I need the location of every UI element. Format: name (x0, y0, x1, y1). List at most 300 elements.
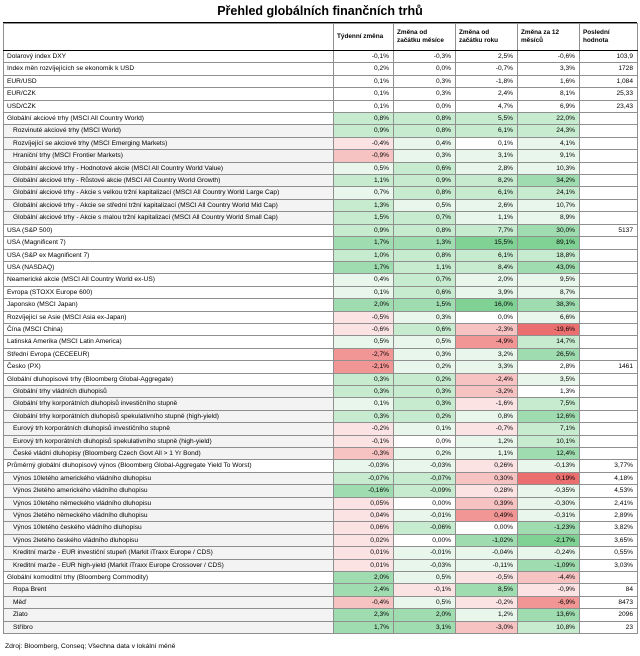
table-row (4, 398, 638, 410)
weekly-change: -0,2% (334, 423, 394, 435)
weekly-change: 0,01% (334, 559, 394, 571)
mtd-change: -0,3% (394, 51, 456, 63)
mtd-change: 2,0% (394, 609, 456, 621)
ytd-change: 8,4% (456, 261, 518, 273)
row-label: Globální akciové trhy - Akcie se střední tržní kapitalizací (MSCI All Country World Mid Cap) (4, 199, 334, 211)
table-row (4, 485, 638, 497)
mtd-change: 0,3% (394, 348, 456, 360)
weekly-change: 1,7% (334, 261, 394, 273)
ytd-change: 0,28% (456, 485, 518, 497)
ytd-change: -0,7% (456, 423, 518, 435)
table-row (4, 410, 638, 422)
change-12m: 7,1% (518, 423, 580, 435)
row-label: Výnos 2letého německého vládního dluhopisu (4, 510, 334, 522)
row-label: USA (Magnificent 7) (4, 237, 334, 249)
weekly-change: 2,0% (334, 299, 394, 311)
table-row (4, 199, 638, 211)
header-mtd: Změna od začátku měsíce (394, 24, 456, 51)
row-label: Neamerické akcie (MSCI All Country World ex-US) (4, 274, 334, 286)
mtd-change: 0,3% (394, 150, 456, 162)
change-12m: -0,6% (518, 51, 580, 63)
ytd-change: 1,2% (456, 435, 518, 447)
ytd-change: 2,6% (456, 199, 518, 211)
ytd-change: 2,5% (456, 51, 518, 63)
last-value (580, 249, 638, 261)
change-12m: -19,6% (518, 323, 580, 335)
row-label: EUR/CZK (4, 88, 334, 100)
row-label: Kreditní marže - EUR investiční stupeň (Markit iTraxx Europe / CDS) (4, 547, 334, 559)
table-row (4, 237, 638, 249)
change-12m: 24,3% (518, 125, 580, 137)
mtd-change: -0,01% (394, 547, 456, 559)
row-label: Japonsko (MSCI Japan) (4, 299, 334, 311)
table-row (4, 175, 638, 187)
table-row (4, 584, 638, 596)
weekly-change: 1,7% (334, 237, 394, 249)
ytd-change: 1,1% (456, 212, 518, 224)
ytd-change: 2,0% (456, 274, 518, 286)
table-row (4, 534, 638, 546)
row-label: Dolarový index DXY (4, 51, 334, 63)
mtd-change: 0,0% (394, 435, 456, 447)
last-value: 1,084 (580, 75, 638, 87)
ytd-change: 0,8% (456, 410, 518, 422)
change-12m: 89,1% (518, 237, 580, 249)
last-value (580, 162, 638, 174)
ytd-change: 2,8% (456, 162, 518, 174)
change-12m: 0,19% (518, 472, 580, 484)
row-label: Průměrný globální dluhopisový výnos (Bloomberg Global-Aggregate Yield To Worst) (4, 460, 334, 472)
mtd-change: 1,1% (394, 261, 456, 273)
row-label: Střední Evropa (CECEEUR) (4, 348, 334, 360)
last-value (580, 113, 638, 125)
last-value (580, 199, 638, 211)
row-label: USA (S&P ex Magnificent 7) (4, 249, 334, 261)
weekly-change: 0,1% (334, 398, 394, 410)
weekly-change: 0,5% (334, 336, 394, 348)
change-12m: 1,3% (518, 385, 580, 397)
last-value: 3,03% (580, 559, 638, 571)
mtd-change: -0,03% (394, 460, 456, 472)
weekly-change: 0,1% (334, 100, 394, 112)
table-header-row (4, 24, 638, 51)
mtd-change: -0,09% (394, 485, 456, 497)
change-12m: 6,6% (518, 311, 580, 323)
mtd-change: 0,2% (394, 448, 456, 460)
change-12m: 30,0% (518, 224, 580, 236)
table-row (4, 472, 638, 484)
ytd-change: 0,49% (456, 510, 518, 522)
change-12m: 24,1% (518, 187, 580, 199)
weekly-change: 0,4% (334, 274, 394, 286)
last-value (580, 212, 638, 224)
mtd-change: 0,6% (394, 162, 456, 174)
table-row (4, 621, 638, 633)
source-note: Zdroj: Bloomberg, Conseq; Všechna data v lokální měně (5, 643, 176, 650)
mtd-change: 0,3% (394, 398, 456, 410)
ytd-change: 16,0% (456, 299, 518, 311)
change-12m: 10,1% (518, 435, 580, 447)
table-row (4, 348, 638, 360)
header-12m: Změna za 12 měsíců (518, 24, 580, 51)
row-label: Rozvíjející se akciové trhy (MSCI Emerging Markets) (4, 137, 334, 149)
row-label: Globální dluhopisové trhy (Bloomberg Global-Aggregate) (4, 373, 334, 385)
weekly-change: 0,3% (334, 385, 394, 397)
weekly-change: -0,9% (334, 150, 394, 162)
weekly-change: 0,2% (334, 63, 394, 75)
last-value (580, 125, 638, 137)
row-label: Globální akciové trhy - Hodnotové akcie (MSCI All Country World Value) (4, 162, 334, 174)
row-label: Výnos 10letého německého vládního dluhopisu (4, 497, 334, 509)
last-value (580, 299, 638, 311)
change-12m: 10,3% (518, 162, 580, 174)
change-12m: 18,8% (518, 249, 580, 261)
weekly-change: 1,7% (334, 621, 394, 633)
ytd-change: 3,2% (456, 348, 518, 360)
ytd-change: -0,11% (456, 559, 518, 571)
weekly-change: 0,01% (334, 547, 394, 559)
weekly-change: 0,3% (334, 410, 394, 422)
table-row (4, 261, 638, 273)
row-label: Výnos 10letého amerického vládního dluhopisu (4, 472, 334, 484)
weekly-change: 1,3% (334, 199, 394, 211)
ytd-change: 7,7% (456, 224, 518, 236)
weekly-change: 0,9% (334, 224, 394, 236)
last-value: 5137 (580, 224, 638, 236)
change-12m: 22,0% (518, 113, 580, 125)
mtd-change: 0,7% (394, 212, 456, 224)
last-value (580, 435, 638, 447)
last-value (580, 150, 638, 162)
last-value: 1461 (580, 361, 638, 373)
ytd-change: 0,0% (456, 311, 518, 323)
mtd-change: 0,9% (394, 175, 456, 187)
row-label: Výnos 2letého amerického vládního dluhopisu (4, 485, 334, 497)
weekly-change: 0,04% (334, 510, 394, 522)
mtd-change: 1,5% (394, 299, 456, 311)
last-value (580, 410, 638, 422)
mtd-change: 1,3% (394, 237, 456, 249)
mtd-change: -0,1% (394, 584, 456, 596)
ytd-change: 6,1% (456, 187, 518, 199)
ytd-change: -1,8% (456, 75, 518, 87)
row-label: Latinská Amerika (MSCI Latin America) (4, 336, 334, 348)
row-label: Globální komoditní trhy (Bloomberg Commodity) (4, 572, 334, 584)
row-label: Rozvinuté akciové trhy (MSCI World) (4, 125, 334, 137)
row-label: Evropa (STOXX Europe 600) (4, 286, 334, 298)
mtd-change: 0,2% (394, 373, 456, 385)
row-label: Stříbro (4, 621, 334, 633)
weekly-change: -0,1% (334, 51, 394, 63)
last-value: 2096 (580, 609, 638, 621)
mtd-change: 0,6% (394, 286, 456, 298)
table-row (4, 286, 638, 298)
change-12m: -0,9% (518, 584, 580, 596)
last-value (580, 311, 638, 323)
table-row (4, 323, 638, 335)
mtd-change: 0,0% (394, 63, 456, 75)
table-row (4, 100, 638, 112)
table-row (4, 187, 638, 199)
last-value (580, 286, 638, 298)
change-12m: 10,7% (518, 199, 580, 211)
ytd-change: 0,1% (456, 137, 518, 149)
row-label: Výnos 2letého českého vládního dluhopisu (4, 534, 334, 546)
table-row (4, 497, 638, 509)
weekly-change: -0,5% (334, 311, 394, 323)
weekly-change: 0,9% (334, 125, 394, 137)
last-value: 3,82% (580, 522, 638, 534)
ytd-change: -0,5% (456, 572, 518, 584)
table-row (4, 137, 638, 149)
table-row (4, 510, 638, 522)
row-label: Měď (4, 596, 334, 608)
change-12m: 3,3% (518, 63, 580, 75)
table-row (4, 274, 638, 286)
mtd-change: -0,06% (394, 522, 456, 534)
weekly-change: -0,6% (334, 323, 394, 335)
row-label: USA (NASDAQ) (4, 261, 334, 273)
change-12m: -4,4% (518, 572, 580, 584)
mtd-change: 0,8% (394, 249, 456, 261)
market-table (3, 23, 638, 634)
last-value: 84 (580, 584, 638, 596)
change-12m: 8,9% (518, 212, 580, 224)
header-last: Poslední hodnota (580, 24, 638, 51)
weekly-change: -0,4% (334, 137, 394, 149)
row-label: Hraniční trhy (MSCI Frontier Markets) (4, 150, 334, 162)
last-value: 23 (580, 621, 638, 633)
last-value: 23,43 (580, 100, 638, 112)
weekly-change: 0,1% (334, 75, 394, 87)
change-12m: -0,13% (518, 460, 580, 472)
mtd-change: 0,00% (394, 534, 456, 546)
change-12m: -2,17% (518, 534, 580, 546)
row-label: Výnos 10letého českého vládního dluhopisu (4, 522, 334, 534)
row-label: České vládní dluhopisy (Bloomberg Czech Govt All > 1 Yr Bond) (4, 448, 334, 460)
last-value: 3,77% (580, 460, 638, 472)
table-row (4, 596, 638, 608)
weekly-change: -2,1% (334, 361, 394, 373)
change-12m: 34,2% (518, 175, 580, 187)
row-label: Index měn rozvíjejících se ekonomik k USD (4, 63, 334, 75)
change-12m: 13,6% (518, 609, 580, 621)
change-12m: 10,8% (518, 621, 580, 633)
last-value (580, 175, 638, 187)
table-row (4, 547, 638, 559)
mtd-change: 0,5% (394, 199, 456, 211)
mtd-change: -0,07% (394, 472, 456, 484)
mtd-change: -0,01% (394, 510, 456, 522)
mtd-change: -0,03% (394, 559, 456, 571)
row-label: USA (S&P 500) (4, 224, 334, 236)
weekly-change: 1,1% (334, 175, 394, 187)
row-label: EUR/USD (4, 75, 334, 87)
table-row (4, 460, 638, 472)
change-12m: -1,09% (518, 559, 580, 571)
row-label: USD/CZK (4, 100, 334, 112)
last-value (580, 187, 638, 199)
last-value (580, 348, 638, 360)
table-row (4, 75, 638, 87)
mtd-change: 0,3% (394, 385, 456, 397)
ytd-change: 0,30% (456, 472, 518, 484)
ytd-change: 3,9% (456, 286, 518, 298)
change-12m: 2,8% (518, 361, 580, 373)
change-12m: 12,6% (518, 410, 580, 422)
table-row (4, 423, 638, 435)
row-label: Globální akciové trhy - Akcie s malou tržní kapitalizací (MSCI All Country World Small Cap) (4, 212, 334, 224)
change-12m: -0,35% (518, 485, 580, 497)
weekly-change: -0,1% (334, 435, 394, 447)
last-value (580, 572, 638, 584)
change-12m: -0,31% (518, 510, 580, 522)
last-value: 4,53% (580, 485, 638, 497)
row-label: Česko (PX) (4, 361, 334, 373)
ytd-change: 1,2% (456, 609, 518, 621)
mtd-change: 0,00% (394, 497, 456, 509)
row-label: Globální trhy korporátních dluhopisů investičního stupně (4, 398, 334, 410)
table-row (4, 162, 638, 174)
weekly-change: -0,07% (334, 472, 394, 484)
last-value: 103,9 (580, 51, 638, 63)
table-row (4, 559, 638, 571)
last-value (580, 398, 638, 410)
ytd-change: -3,2% (456, 385, 518, 397)
ytd-change: 0,26% (456, 460, 518, 472)
weekly-change: 2,0% (334, 572, 394, 584)
mtd-change: 0,7% (394, 274, 456, 286)
change-12m: 12,4% (518, 448, 580, 460)
weekly-change: 0,1% (334, 286, 394, 298)
ytd-change: -2,4% (456, 373, 518, 385)
weekly-change: -0,03% (334, 460, 394, 472)
change-12m: 4,1% (518, 137, 580, 149)
last-value (580, 448, 638, 460)
weekly-change: -0,4% (334, 596, 394, 608)
table-row (4, 522, 638, 534)
row-label: Zlato (4, 609, 334, 621)
mtd-change: 0,1% (394, 423, 456, 435)
last-value (580, 385, 638, 397)
ytd-change: 4,7% (456, 100, 518, 112)
weekly-change: -2,7% (334, 348, 394, 360)
ytd-change: -1,6% (456, 398, 518, 410)
table-row (4, 361, 638, 373)
weekly-change: -0,16% (334, 485, 394, 497)
change-12m: 6,9% (518, 100, 580, 112)
mtd-change: 0,5% (394, 572, 456, 584)
mtd-change: 0,2% (394, 410, 456, 422)
change-12m: 9,5% (518, 274, 580, 286)
weekly-change: 0,1% (334, 88, 394, 100)
ytd-change: 15,5% (456, 237, 518, 249)
table-row (4, 336, 638, 348)
table-row (4, 609, 638, 621)
change-12m: 8,7% (518, 286, 580, 298)
mtd-change: 0,0% (394, 100, 456, 112)
mtd-change: 0,8% (394, 125, 456, 137)
row-label: Globální trhy vládních dluhopisů (4, 385, 334, 397)
change-12m: 8,1% (518, 88, 580, 100)
change-12m: -0,24% (518, 547, 580, 559)
ytd-change: 5,5% (456, 113, 518, 125)
change-12m: 26,5% (518, 348, 580, 360)
last-value: 3,65% (580, 534, 638, 546)
row-label: Globální akciové trhy - Růstové akcie (MSCI All Country World Growth) (4, 175, 334, 187)
ytd-change: 3,3% (456, 361, 518, 373)
table-row (4, 224, 638, 236)
table-row (4, 249, 638, 261)
last-value (580, 137, 638, 149)
ytd-change: -0,2% (456, 596, 518, 608)
table-row (4, 572, 638, 584)
last-value (580, 237, 638, 249)
row-label: Čína (MSCI China) (4, 323, 334, 335)
header-weekly: Týdenní změna (334, 24, 394, 51)
weekly-change: 2,3% (334, 609, 394, 621)
weekly-change: 1,5% (334, 212, 394, 224)
row-label: Eurový trh korporátních dluhopisů spekulativního stupně (high-yield) (4, 435, 334, 447)
last-value: 2,41% (580, 497, 638, 509)
change-12m: 9,1% (518, 150, 580, 162)
last-value: 0,55% (580, 547, 638, 559)
ytd-change: 6,1% (456, 249, 518, 261)
ytd-change: 2,4% (456, 88, 518, 100)
change-12m: 14,7% (518, 336, 580, 348)
table-body (4, 51, 638, 634)
row-label: Rozvíjející se Asie (MSCI Asia ex-Japan) (4, 311, 334, 323)
last-value: 1728 (580, 63, 638, 75)
weekly-change: 0,7% (334, 187, 394, 199)
ytd-change: 8,5% (456, 584, 518, 596)
table-row (4, 299, 638, 311)
change-12m: 1,6% (518, 75, 580, 87)
mtd-change: 0,5% (394, 596, 456, 608)
ytd-change: -0,04% (456, 547, 518, 559)
mtd-change: 0,5% (394, 336, 456, 348)
change-12m: 38,3% (518, 299, 580, 311)
table-row (4, 51, 638, 63)
last-value (580, 373, 638, 385)
row-label: Globální akciové trhy - Akcie s velkou tržní kapitalizací (MSCI All Country World Large Cap) (4, 187, 334, 199)
table-row (4, 88, 638, 100)
mtd-change: 0,8% (394, 187, 456, 199)
ytd-change: 0,00% (456, 522, 518, 534)
table-row (4, 63, 638, 75)
change-12m: -1,23% (518, 522, 580, 534)
mtd-change: 0,6% (394, 323, 456, 335)
ytd-change: 1,1% (456, 448, 518, 460)
row-label: Globální akciové trhy (MSCI All Country World) (4, 113, 334, 125)
table-row (4, 448, 638, 460)
weekly-change: 1,0% (334, 249, 394, 261)
row-label: Globální trhy korporátních dluhopisů spekulativního stupně (high-yield) (4, 410, 334, 422)
ytd-change: -1,02% (456, 534, 518, 546)
page-title: Přehled globálních finančních trhů (3, 0, 637, 23)
ytd-change: -0,7% (456, 63, 518, 75)
mtd-change: 0,2% (394, 361, 456, 373)
mtd-change: 0,3% (394, 88, 456, 100)
table-row (4, 113, 638, 125)
row-label: Ropa Brent (4, 584, 334, 596)
row-label: Kreditní marže - EUR high-yield (Markit iTraxx Europe Crossover / CDS) (4, 559, 334, 571)
ytd-change: -4,9% (456, 336, 518, 348)
mtd-change: 0,8% (394, 113, 456, 125)
mtd-change: 0,3% (394, 311, 456, 323)
weekly-change: 0,3% (334, 373, 394, 385)
change-12m: 43,0% (518, 261, 580, 273)
